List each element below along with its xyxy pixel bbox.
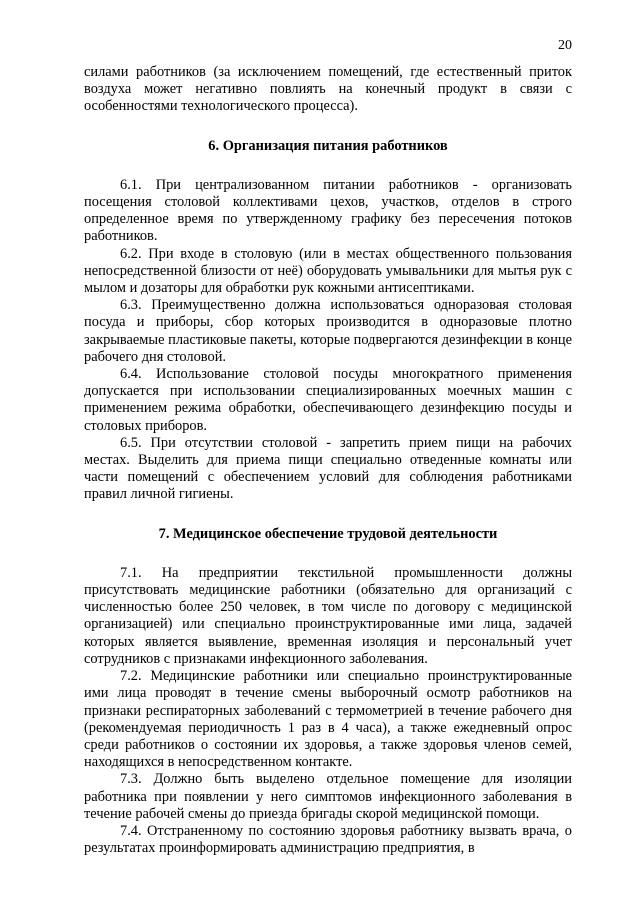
paragraph-6-3: 6.3. Преимущественно должна использоваться одноразовая столовая посуда и приборы, сбор которых производится в одноразовые плотно закрываемые пластиковые пакеты, которые подвергаются дезинфекции в конце рабочего дня столовой. — [84, 297, 572, 365]
paragraph-7-1: 7.1. На предприятии текстильной промышленности должны присутствовать медицинские работники (обязательно для организаций с численностью более 250 человек, в том числе по договору с медицинской организацией) или специально проинструктированные ими лица, задачей которых является выявление, временная изоляция и персональный учет сотрудников с признаками инфекционного заболевания. — [84, 564, 572, 667]
section-7-heading: 7. Медицинское обеспечение трудовой деятельности — [158, 525, 498, 542]
page-content — [84, 64, 572, 857]
paragraph-6-2: 6.2. При входе в столовую (или в местах общественного пользования непосредственной близости от неё) оборудовать умывальники для мытья рук с мылом и дозаторы для обработки рук кожными антисептиками. — [84, 245, 572, 297]
paragraph-6-5: 6.5. При отсутствии столовой - запретить прием пищи на рабочих местах. Выделить для приема пищи специально отведенные комнаты или части помещений с обеспечением условий для соблюдения работниками правил личной гигиены. — [84, 434, 572, 503]
paragraph-7-3: 7.3. Должно быть выделено отдельное помещение для изоляции работника при появлении у него симптомов инфекционного заболевания в течение рабочей смены до приезда бригады скорой медицинской помощи. — [84, 771, 572, 822]
paragraph-6-1: 6.1. При централизованном питании работников - организовать посещения столовой коллективами цехов, участков, отделов в строго определенное время по утвержденному графику без пересечения потоков работников. — [84, 176, 572, 245]
page-number: 20 — [558, 38, 572, 53]
intro-paragraph: силами работников (за исключением помещений, где естественный приток воздуха может негативно повлиять на конечный продукт в связи с особенностями технологического процесса). — [84, 64, 572, 115]
paragraph-7-4: 7.4. Отстраненному по состоянию здоровья работнику вызвать врача, о результатах проинформировать администрацию предприятия, в — [84, 822, 572, 857]
paragraph-6-4: 6.4. Использование столовой посуды многократного применения допускается при использовании специализированных моечных машин с применением режима обработки, обеспечивающего дезинфекцию посуды и столовых приборов. — [84, 366, 572, 434]
section-6-heading: 6. Организация питания работников — [208, 137, 448, 154]
paragraph-7-2: 7.2. Медицинские работники или специально проинструктированные ими лица проводят в течение смены выборочный осмотр работников на признаки респираторных заболеваний с термометрией в течение рабочего дня (рекомендуемая периодичность 1 раз в 4 часа), а также ежедневный опрос среди работников о состоянии их здоровья, а также здоровья членов семей, находящихся в непосредственном контакте. — [84, 668, 572, 771]
